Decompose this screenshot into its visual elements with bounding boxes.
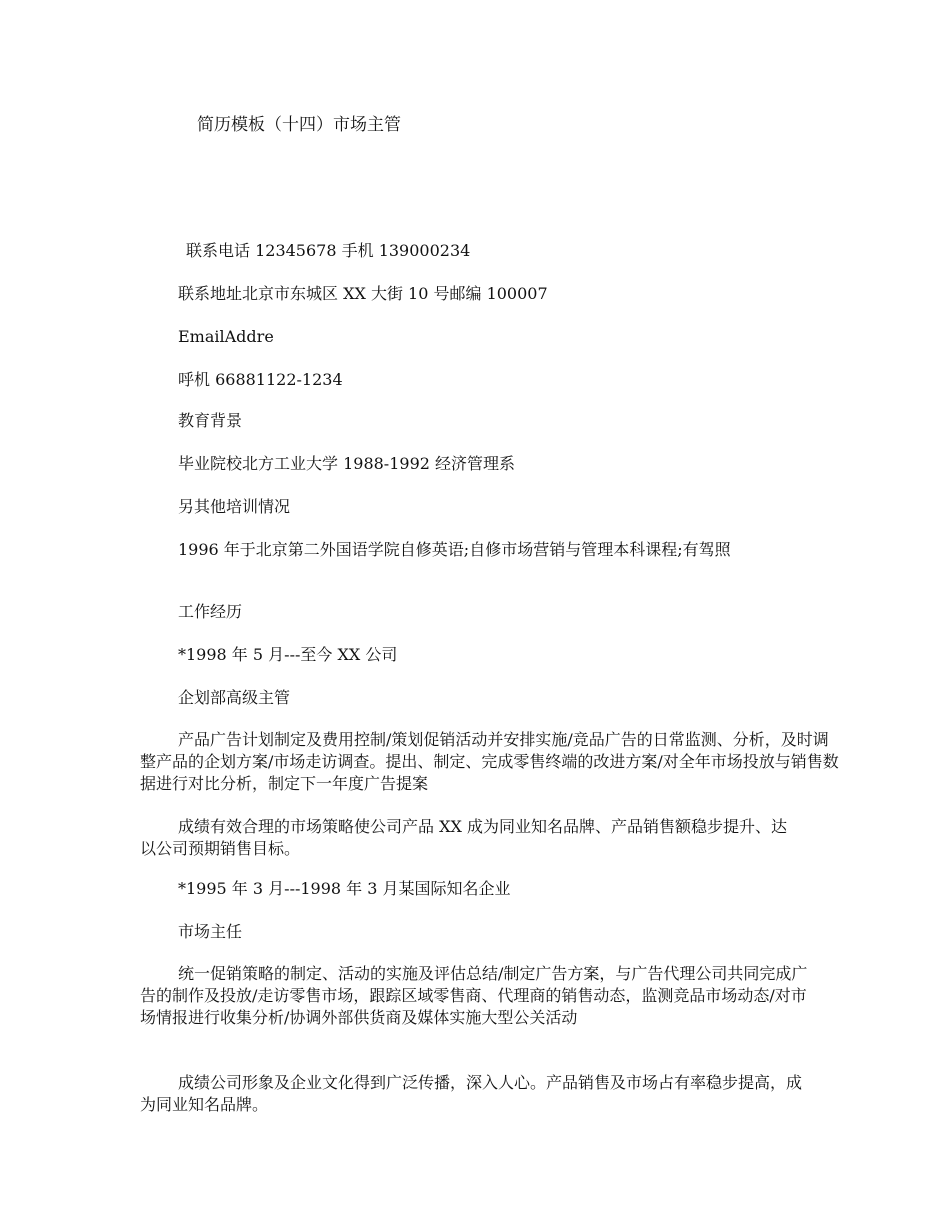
training-heading: 另其他培训情况 (178, 497, 291, 516)
education-school: 毕业院校北方工业大学 1988-1992 经济管理系 (178, 454, 516, 473)
job1-position: 企划部高级主管 (178, 688, 291, 707)
job2-period: *1995 年 3 月---1998 年 3 月某国际知名企业 (178, 879, 511, 898)
contact-phone: 联系电话 12345678 手机 139000234 (186, 241, 471, 260)
job2-position: 市场主任 (178, 922, 243, 941)
job1-period: *1998 年 5 月---至今 XX 公司 (178, 645, 398, 664)
training-detail: 1996 年于北京第二外国语学院自修英语;自修市场营销与管理本科课程;有驾照 (178, 540, 731, 559)
job1-duties: 产品广告计划制定及费用控制/策划促销活动并安排实施/竞品广告的日常监测、分析，及时调整产品的企划方案/市场走访调查。提出、制定、完成零售终端的改进方案/对全年市场投放与销售数据进行对比分析，制定下一年度广告提案 (140, 730, 839, 793)
work-heading: 工作经历 (178, 602, 243, 621)
job2-duties: 统一促销策略的制定、活动的实施及评估总结/制定广告方案，与广告代理公司共同完成广告的制作及投放/走访零售市场，跟踪区域零售商、代理商的销售动态，监测竞品市场动态/对市场情报进行收集分析/协调外部供货商及媒体实施大型公关活动 (140, 964, 808, 1027)
contact-pager: 呼机 66881122-1234 (178, 370, 343, 389)
contact-email: EmailAddre (178, 327, 274, 346)
job2-results: 成绩公司形象及企业文化得到广泛传播，深入人心。产品销售及市场占有率稳步提高，成为同业知名品牌。 (140, 1073, 803, 1114)
job1-results: 成绩有效合理的市场策略使公司产品 XX 成为同业知名品牌、产品销售额稳步提升、达以公司预期销售目标。 (140, 817, 787, 858)
contact-address: 联系地址北京市东城区 XX 大街 10 号邮编 100007 (178, 284, 548, 303)
document-title: 简历模板（十四）市场主管 (197, 115, 401, 135)
education-heading: 教育背景 (178, 411, 243, 430)
